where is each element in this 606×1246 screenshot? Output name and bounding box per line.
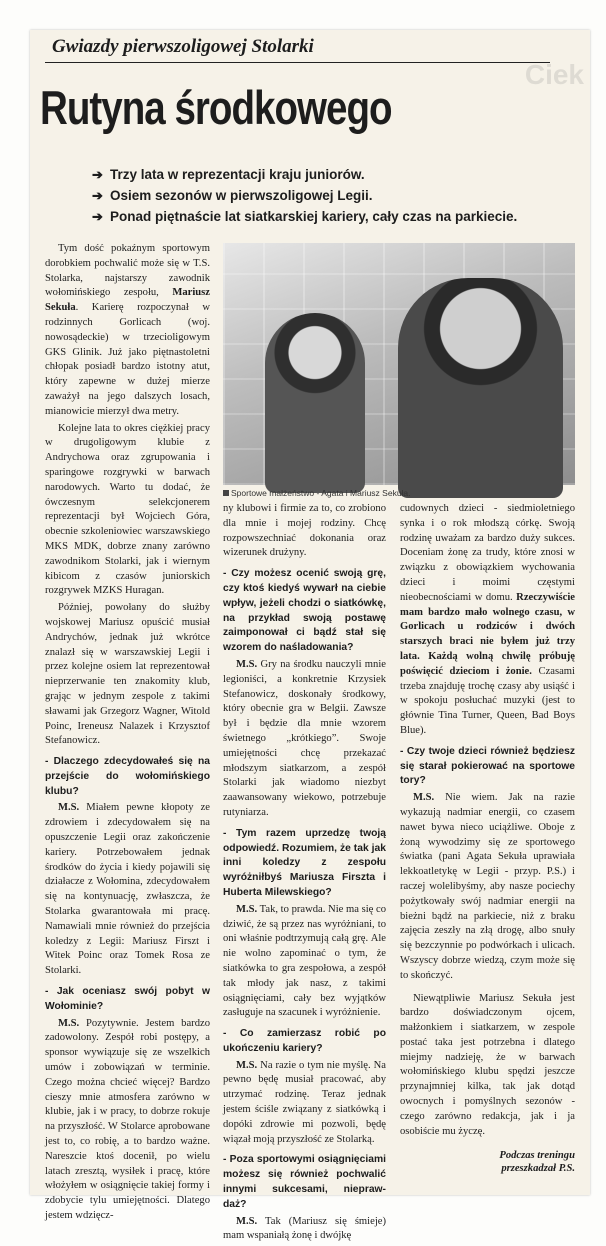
interview-question: - Czy możesz ocenić swoją grę, czy ktoś kiedyś wywarł na ciebie wpływ, jeżeli chodzi o siatkówkę, na przykład swoją postawę zaimponował ci bądź stał się wzorem do naśladowania?	[223, 568, 386, 654]
lead-bullet: ➔ Ponad piętnaście lat siatkarskiej kariery, cały czas na parkiecie.	[92, 206, 517, 227]
photo-couple	[223, 243, 575, 485]
headline: Rutyna środkowego	[40, 81, 392, 134]
interview-question: - Poza sportowymi osiągnięciami możesz się również pochwalić innymi sukcesami, niepraw- daż?	[223, 1154, 386, 1210]
arrow-right-icon: ➔	[92, 167, 103, 182]
paragraph: Później, powołany do służby wojskowej Mariusz opuścić musiał Andrychów, jednak już wkrótce znalazł się w warszawskiej Legii i przez kolejne osiem lat reprezentował nieprzerwanie ten znakomity klub, grając w jednym zespole z takimi sławami jak Grzegorz Wagner, Witold Poinc, Ireneusz Nalazek i Krzysztof Stefanowicz.	[45, 602, 210, 747]
lead-bullet: ➔ Trzy lata w reprezentacji kraju juniorów.	[92, 164, 517, 185]
interview-question: - Jak oceniasz swój pobyt w Wołominie?	[45, 986, 210, 1012]
bleed-through-heading: Ciek	[524, 59, 584, 90]
interview-answer: M.S. Pozytywnie. Jestem bardzo zadowolony. Zespół robi postępy, a sponsor wywiązuje się ze wszelkich umów i zobowiązań w terminie. Czego można chcieć więcej? Bardzo cieszy mnie atmosfera zarówno w klubie, jak i w pracy, to dobrze rokuje na przyszłość. W Stolarce aprobowane jest to, co robię, a to bardzo ważne. Nareszcie ktoś docenił, po wielu latach zresztą, wysiłek i pracę, które włożyłem w osiągnięcie takiej formy i zdobycie tylu umiejętności. Dlatego jestem wdzięcz-	[45, 1017, 210, 1221]
article-column-1	[45, 242, 210, 1226]
section-rubric: Gwiazdy pierwszoligowej Stolarki	[52, 36, 314, 57]
interview-answer: M.S. Gry na środku nauczyli mnie legioniści, a konkretnie Krzysiek Stefanowicz, doskonały środkowy, który obecnie gra w Belgii. Zawsze był i będzie dla mnie wzorem świetnego „krótkiego”. Swoje umiejętności chcę przekazać młodszym siatkarzom, a zespół Stolarki jak wiadomo niezbyt zaawansowany wiekowo, potrzebuje rutyniarza.	[223, 658, 386, 818]
paragraph: Kolejne lata to okres ciężkiej pracy w drugoligowym klubie z Andrychowa oraz zgrupowania i sparingowe rozgrywki w barwach narodowych. Warto tu dodać, że ówczesnym selekcjonerem reprezentacji był Wojciech Góra, obecnie szkoleniowiec warszawskiego MKS MDK, dobrze znany zarówno zawodnikom Stolarki, jak i wiernym kibicom z czasów juniorskich rozgrywek MZKS Huragan.	[45, 422, 210, 597]
paragraph: cudownych dzieci - siedmioletniego synka i o rok młodszą córkę. Swoją rodzinę uważam za bardzo duży sukces. Doceniam żonę za trudy, które znosi w związku z obowiązkiem wychowania dzieci i moimi częstymi nieobecnościami w domu. Rzeczywiście mam bardzo mało wolnego czasu, w Gorlicach u rodziców i dwóch starszych braci nie byłem już trzy lata. Każdą wolną chwilę próbuję poświęcić dzieciom i żonie. Czasami trzeba znajduję trochę czasy aby usiąść i w spokoju posłuchać muzyki (jest to głównie Tina Turner, Queen, Bad Boys Blue).	[400, 503, 575, 736]
interview-question: - Czy twoje dzieci również będziesz się starał pokierować na sportowe tory?	[400, 745, 575, 787]
arrow-right-icon: ➔	[92, 188, 103, 203]
interview-question: - Tym razem uprzedzę twoją odpowiedź. Rozumiem, że tak jak inni koledzy z zespołu wyróżniłbyś Mariusza Firszta i Huberta Milewskiego?	[223, 827, 386, 898]
arrow-right-icon: ➔	[92, 209, 103, 224]
paragraph: Tym dość pokaźnym sportowym dorobkiem pochwalić może się w T.S. Stolarka, najstarszy zawodnik wołomińskiego zespołu, Mariusz Sekuła. Karierę rozpoczynał w rodzinnych Gorlicach (woj. nowosądeckie) w trzecioligowym GKS Glinik. Już jako piętnastoletni chłopak posiadł bardzo istotny atut, który zapewne w dużej mierze zaważył na jego dalszych losach, mianowicie mierzył dwa metry.	[45, 243, 210, 417]
square-bullet-icon	[223, 490, 229, 496]
paragraph: ny klubowi i firmie za to, co zrobiono dla mnie i mojej rodziny. Chcę rozpowszechniać dokonania oraz wizerunek drużyny.	[223, 503, 386, 559]
photo-man-figure	[398, 278, 563, 498]
newspaper-clipping	[30, 30, 590, 1242]
interview-answer: M.S. Nie wiem. Jak na razie wykazują nadmiar energii, co czasem nawet bywa nieco uciążliwe. Oboje z żoną wywodzimy się ze sportowego światka (pani Agata Sekuła uprawiała lekkoatletykę w Legii - przyp. P.S.) i raczej wolelibyśmy, aby nasze pociechy pożytkowały swój nadmiar energii na bieżni bądź na parkiecie, niż z braku zajęcia zeszły na złą drogę, albo snuły się bezczynnie po podwórkach i ulicach. Wszyscy dobrze wiedzą, czym może się to skończyć.	[400, 792, 575, 981]
interview-answer: M.S. Na razie o tym nie myślę. Na pewno będę musiał pracować, aby utrzymać rodzinę. Teraz jednak jestem ściśle związany z siatkówką i dopóki zdrowie mi pozwoli, będę wiązał moją przyszłość ze Stolarką.	[223, 1059, 386, 1145]
closing-paragraph: Niewątpliwie Mariusz Sekuła jest bardzo doświadczonym ojcem, małżonkiem i siatkarzem, w zespole postać taka jest potrzebna i dlatego miejmy nadzieję, że w barwach wołomińskiego klubu spędzi jeszcze przynajmniej kilka, tak jak dotąd owocnych i pomyślnych sezonów - czego zarówno redakcja, jak i ja osobiście mu życzę.	[400, 992, 575, 1137]
bleed-through-text	[524, 30, 590, 230]
photo-caption: Sportowe małżeństwo - Agata i Mariusz Sekuła.	[223, 488, 411, 498]
lead-bullets	[92, 164, 517, 227]
rubric-rule	[45, 62, 550, 63]
interview-answer: M.S. Tak, to prawda. Nie ma się co dziwić, że są przez nas wyróżniani, to oni właśnie podtrzymują całą grę. Ale nie wolno zapominać o tym, że siatkówka to gra zespołowa, a zespół tak młody jak nasz, z takimi osiągnięciami, cały bez wyjątków zasługuje na szacunek i wyróżnienie.	[223, 903, 386, 1019]
lead-bullet: ➔ Osiem sezonów w pierwszoligowej Legii.	[92, 185, 517, 206]
article-column-2	[223, 502, 386, 1246]
player-name: Mariusz Sekuła	[45, 287, 210, 314]
interview-answer: M.S. Tak (Mariusz się śmieje) mam wspaniałą żonę i dwójkę	[223, 1215, 386, 1242]
author-signature: Podczas treningu przeszkadzał P.S.	[499, 1150, 575, 1175]
photo-woman-figure	[265, 313, 365, 493]
interview-question: - Co zamierzasz robić po ukończeniu kariery?	[223, 1028, 386, 1054]
article-column-3	[400, 502, 575, 1175]
interview-answer: M.S. Miałem pewne kłopoty ze zdrowiem i zdecydowałem się na opuszczenie Legii oraz zakończenie kariery. Potrzebowałem jednak środków do życia i kiedy pojawili się działacze z Wołomina, zdecydowałem się na kontynuację, zwłaszcza, że Stolarka gwarantowała mi pracę. Namawiali mnie również do przejścia koledzy z Legii: Mariusz Firszt i Witek Poinc oraz Tomek Rosa ze Stolarki.	[45, 802, 210, 977]
interview-question: - Dlaczego zdecydowałeś się na przejście do wołomińskiego klubu?	[45, 756, 210, 797]
